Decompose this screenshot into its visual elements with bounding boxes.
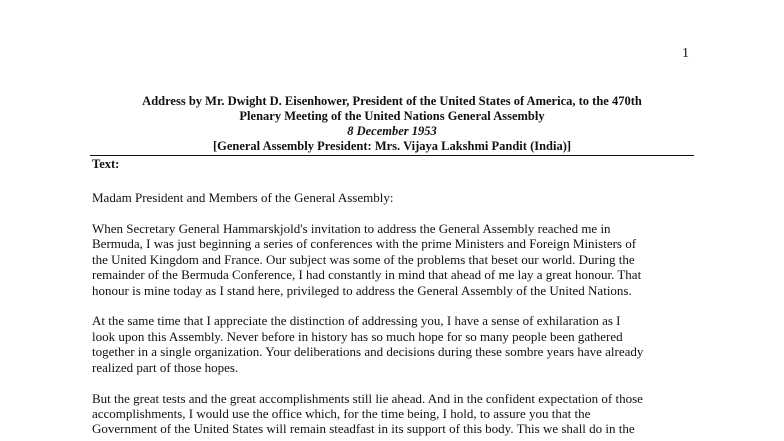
paragraph-line: accomplishments, I would use the office which, for the time being, I hold, to assure you that the bbox=[92, 405, 591, 421]
assembly-president-line: [General Assembly President: Mrs. Vijaya Lakshmi Pandit (India)] bbox=[212, 139, 572, 153]
paragraph-1 bbox=[92, 221, 696, 298]
paragraph-line: Bermuda, I was just beginning a series of conferences with the prime Ministers and Foreign Ministers of bbox=[92, 236, 637, 252]
paragraph-3 bbox=[92, 391, 696, 437]
paragraph-line: the United Kingdom and France. Our subject was some of the problems that beset our world. During the bbox=[92, 251, 635, 267]
paragraph-line: together in a single organization. Your deliberations and decisions during these sombre years have already bbox=[92, 344, 644, 360]
paragraph-line: Government of the United States will remain steadfast in its support of this body. This we shall do in the bbox=[92, 421, 635, 437]
page-number: 1 bbox=[682, 46, 689, 61]
paragraph-line: remainder of the Bermuda Conference, I had constantly in mind that ahead of me lay a great honour. That bbox=[92, 267, 642, 283]
salutation bbox=[92, 190, 696, 205]
speech-header bbox=[90, 94, 694, 154]
speech-date: 8 December 1953 bbox=[347, 124, 437, 138]
paragraph-line: At the same time that I appreciate the distinction of addressing you, I have a sense of exhilaration as I bbox=[92, 313, 621, 329]
paragraph-line: When Secretary General Hammarskjold's invitation to address the General Assembly reached me in bbox=[92, 220, 611, 236]
speech-body bbox=[92, 190, 696, 441]
paragraph-line: honour is mine today as I stand here, privileged to address the General Assembly of the United Nations. bbox=[92, 282, 632, 298]
paragraph-2 bbox=[92, 313, 696, 375]
text-label: Text: bbox=[92, 157, 120, 171]
paragraph-line: But the great tests and the great accomplishments still lie ahead. And in the confident expectation of those bbox=[92, 390, 643, 406]
paragraph-line: realized part of those hopes. bbox=[92, 359, 239, 375]
header-divider bbox=[90, 155, 694, 156]
speech-title-line-1: Address by Mr. Dwight D. Eisenhower, President of the United States of America, to the 470th bbox=[142, 94, 642, 108]
paragraph-line: look upon this Assembly. Never before in history has so much hope for so many people been gathered bbox=[92, 328, 623, 344]
speech-title-line-2: Plenary Meeting of the United Nations General Assembly bbox=[239, 109, 545, 123]
salutation-line: Madam President and Members of the General Assembly: bbox=[92, 190, 394, 205]
